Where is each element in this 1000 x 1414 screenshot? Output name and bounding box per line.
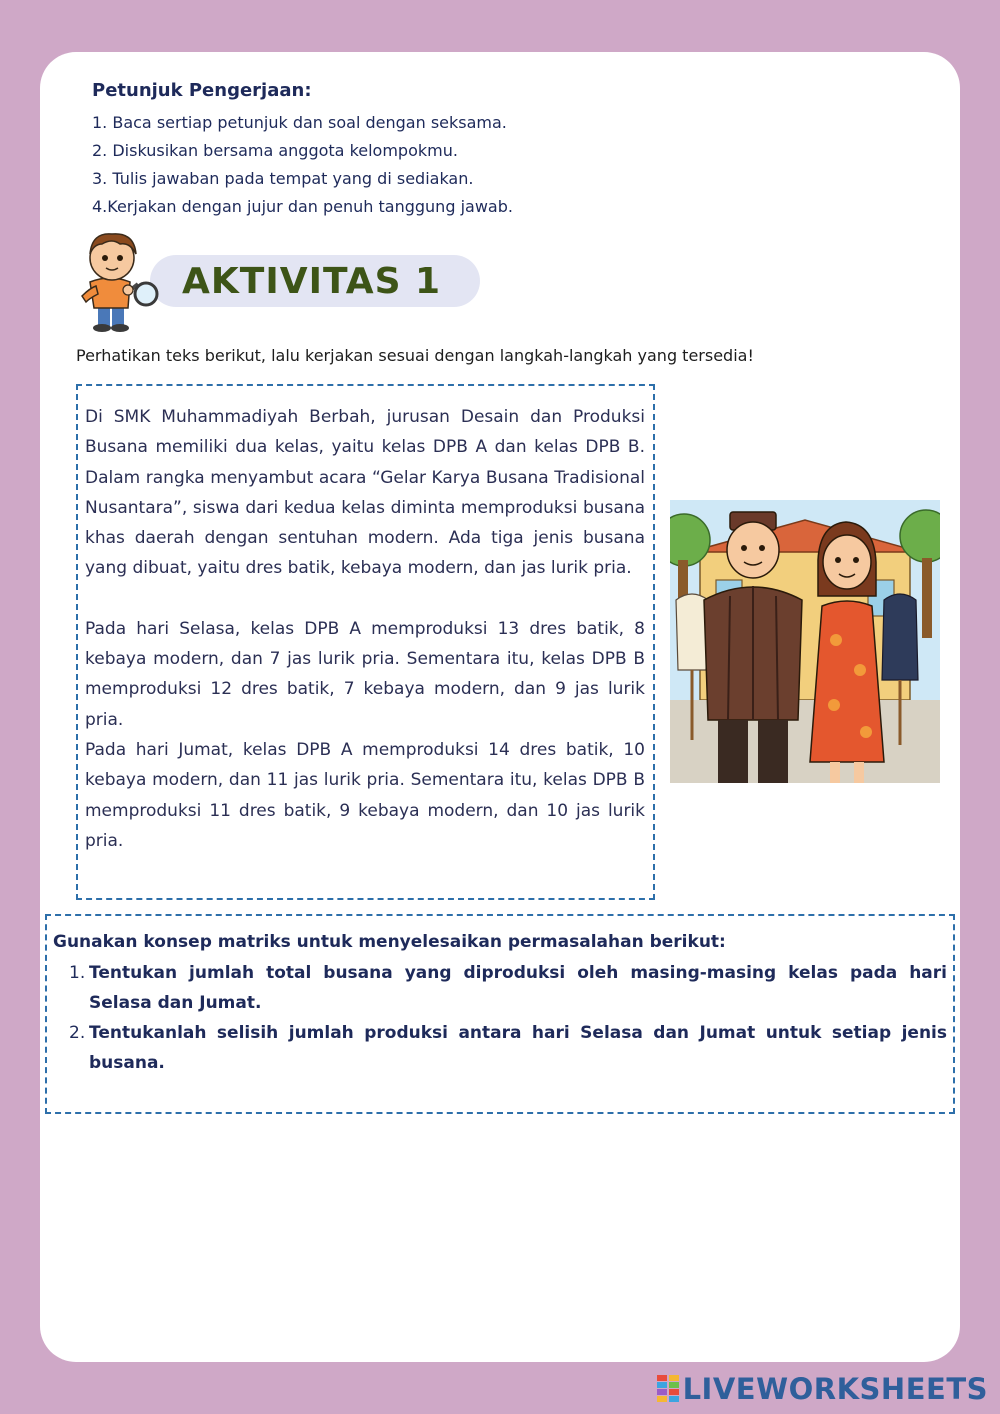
tree-trunk xyxy=(922,558,932,638)
batik-pattern xyxy=(830,634,842,646)
liveworksheets-wordmark: LIVEWORKSHEETS xyxy=(682,1372,988,1406)
man-face xyxy=(727,522,779,578)
story-paragraph: Pada hari Jumat, kelas DPB A memproduksi 14 dres batik, 10 kebaya modern, dan 11 jas lurik pria. Sementara itu, kelas DPB B memproduksi 11 dres batik, 9 kebaya modern, dan 10 jas lurik pria. xyxy=(85,739,645,851)
woman-batik-dress xyxy=(810,601,884,762)
task-number: 2. xyxy=(69,1023,86,1043)
instructions-block xyxy=(92,80,513,221)
instruction-item: 1. Baca sertiap petunjuk dan soal dengan seksama. xyxy=(92,113,507,132)
task-text: Tentukanlah selisih jumlah produksi antara hari Selasa dan Jumat untuk setiap jenis busana. xyxy=(89,1023,947,1073)
kid-magnifier-illustration xyxy=(72,226,164,334)
man-eye xyxy=(741,545,747,551)
woman-face xyxy=(823,535,871,589)
mannequin-dress xyxy=(676,594,708,670)
batik-pattern xyxy=(828,699,840,711)
magnifier-icon xyxy=(135,283,157,305)
activity-title: AKTIVITAS 1 xyxy=(182,261,442,302)
woman-eye xyxy=(835,557,841,563)
liveworksheets-brand xyxy=(657,1372,988,1406)
kid-eye xyxy=(117,255,123,261)
task-item xyxy=(53,958,947,1018)
story-paragraph: Di SMK Muhammadiyah Berbah, jurusan Desain dan Produksi Busana memiliki dua kelas, yaitu kelas DPB A dan kelas DPB B. Dalam rangka menyambut acara “Gelar Karya Busana Tradisional Nusantara”, siswa dari kedua kelas diminta memproduksi busana khas daerah dengan sentuhan modern. Ada tiga jenis busana yang dibuat, yaitu dres batik, kebaya modern, dan jas lurik pria. xyxy=(85,407,645,579)
batik-pattern xyxy=(860,726,872,738)
traditional-clothing-illustration xyxy=(670,500,940,783)
task-list xyxy=(53,958,947,1078)
task-number: 1. xyxy=(69,963,86,983)
activity-intro: Perhatikan teks berikut, lalu kerjakan sesuai dengan langkah-langkah yang tersedia! xyxy=(76,346,754,365)
mannequin-jacket xyxy=(882,594,918,680)
task-lead: Gunakan konsep matriks untuk menyelesaikan permasalahan berikut: xyxy=(53,932,726,952)
woman-leg xyxy=(854,762,864,783)
task-item xyxy=(53,1018,947,1078)
instructions-title: Petunjuk Pengerjaan: xyxy=(92,80,312,101)
story-text-box xyxy=(76,384,655,900)
task-box xyxy=(45,914,955,1114)
instruction-item: 2. Diskusikan bersama anggota kelompokmu. xyxy=(92,141,458,160)
kid-shoe xyxy=(111,324,129,332)
story-paragraph: Pada hari Selasa, kelas DPB A memproduksi 13 dres batik, 8 kebaya modern, dan 7 jas lurik pria. Sementara itu, kelas DPB B memproduksi 12 dres batik, 7 kebaya modern, dan 9 jas lurik pria. xyxy=(85,618,645,730)
kid-eye xyxy=(102,255,108,261)
man-trousers xyxy=(758,720,788,783)
man-eye xyxy=(759,545,765,551)
instruction-item: 4.Kerjakan dengan jujur dan penuh tanggung jawab. xyxy=(92,197,513,216)
woman-eye xyxy=(853,557,859,563)
instruction-item: 3. Tulis jawaban pada tempat yang di sediakan. xyxy=(92,169,474,188)
woman-leg xyxy=(830,762,840,783)
kid-shoe xyxy=(93,324,111,332)
task-text: Tentukan jumlah total busana yang diproduksi oleh masing-masing kelas pada hari Selasa dan Jumat. xyxy=(89,963,947,1013)
man-trousers xyxy=(718,720,748,783)
batik-pattern xyxy=(854,664,866,676)
kid-hand xyxy=(123,285,133,295)
liveworksheets-logo-icon xyxy=(657,1375,679,1403)
